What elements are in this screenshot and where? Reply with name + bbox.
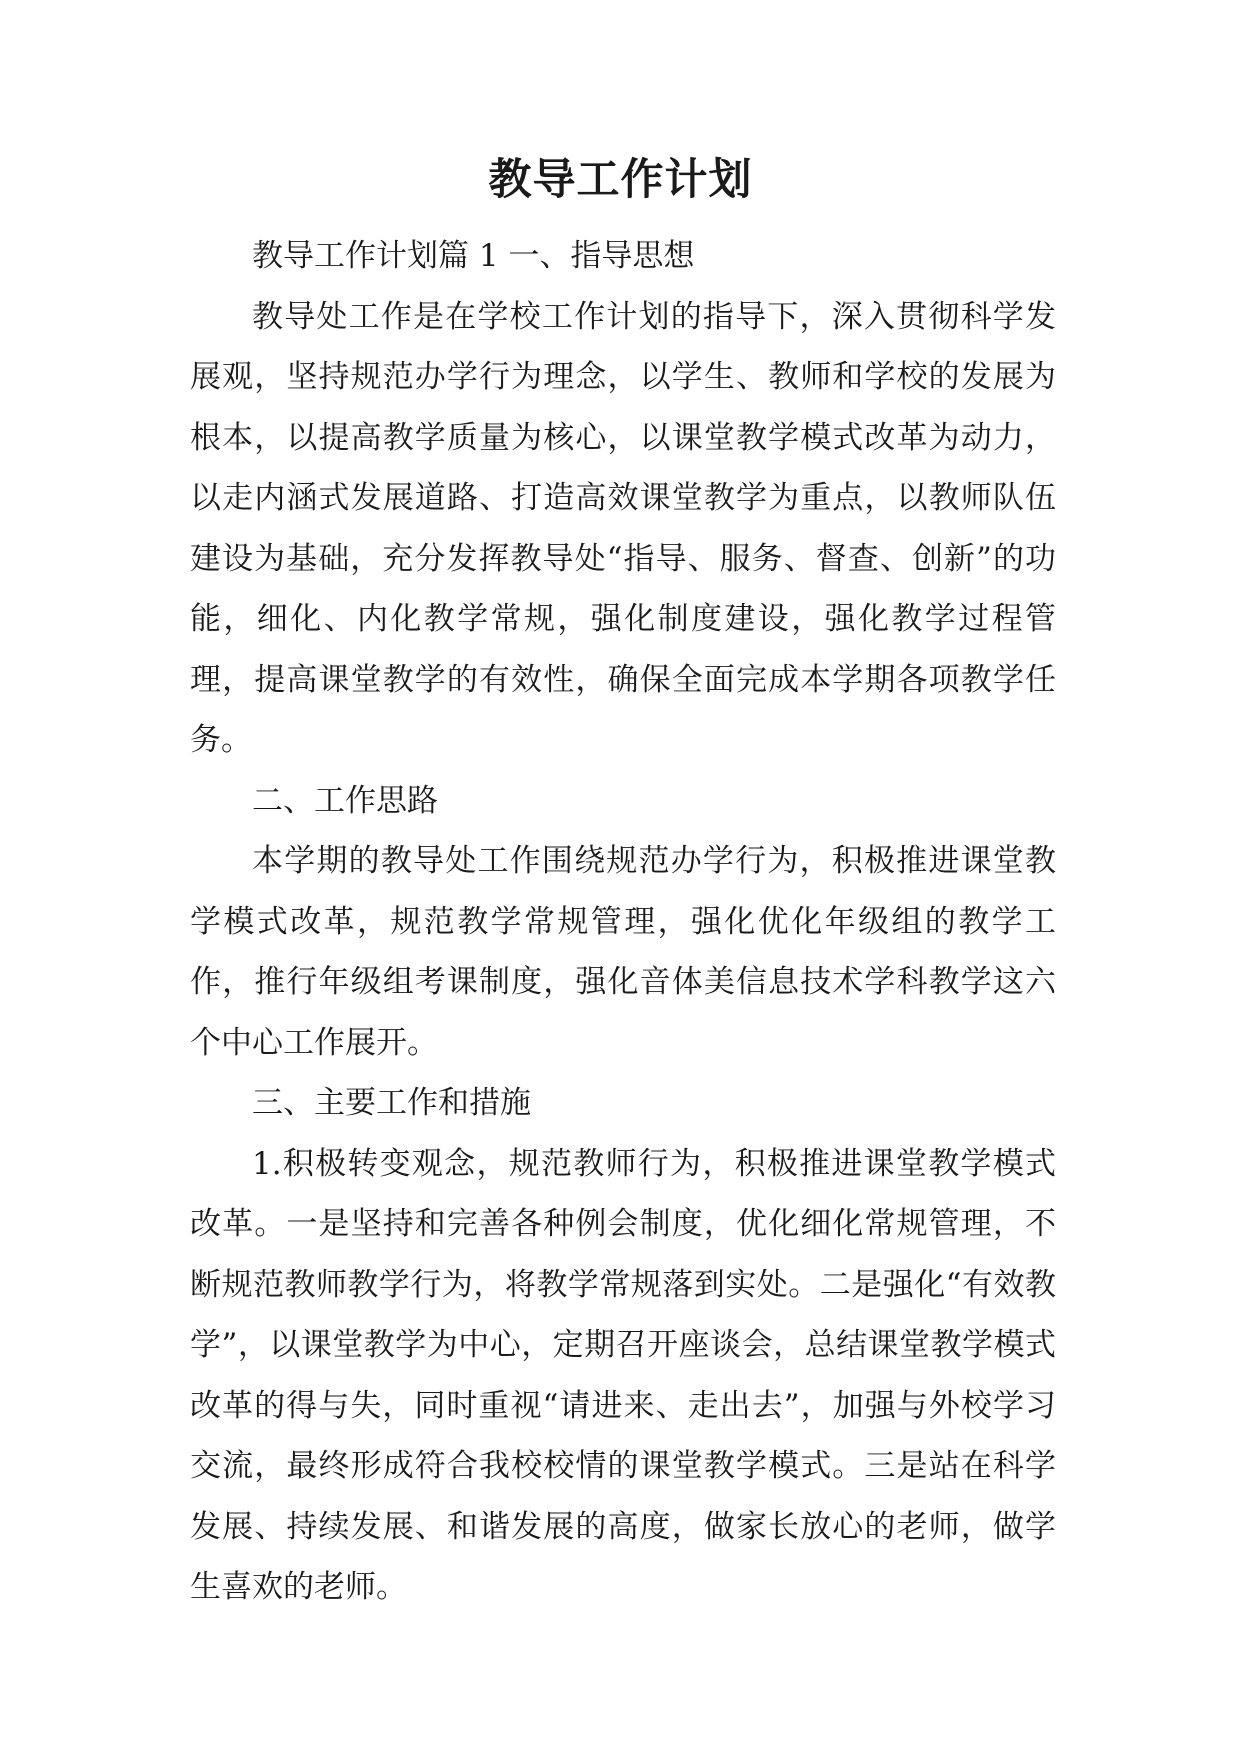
document-title: 教导工作计划 — [488, 155, 753, 205]
paragraph-measures-1: 1.积极转变观念，规范教师行为，积极推进课堂教学模式改革。一是坚持和完善各种例会制度，优化细化常规管理，不断规范教师教学行为，将教学常规落到实处。二是强化“有效教学”，以课堂教学为中心，定期召开座谈会，总结课堂教学模式改革的得与失，同时重视“请进来、走出去”，加强与外校学习交流，最终形成符合我校校情的课堂教学模式。三是站在科学发展、持续发展、和谐发展的高度，做家长放心的老师，做学生喜欢的老师。 — [190, 1145, 1056, 1605]
paragraph-guiding-ideology: 教导处工作是在学校工作计划的指导下，深入贯彻科学发展观，坚持规范办学行为理念，以学生、教师和学校的发展为根本，以提高教学质量为核心，以课堂教学模式改革为动力，以走内涵式发展道路、打造高效课堂教学为重点，以教师队伍建设为基础，充分发挥教导处“指导、服务、督查、创新”的功能，细化、内化教学常规，强化制度建设，强化教学过程管理，提高课堂教学的有效性，确保全面完成本学期各项教学任务。 — [190, 298, 1056, 758]
paragraph-heading-1: 教导工作计划篇 1 一、指导思想 — [252, 238, 695, 274]
document-body — [190, 226, 1056, 1618]
paragraph-heading-2: 二、工作思路 — [252, 782, 438, 819]
paragraph-work-approach: 本学期的教导处工作围绕规范办学行为，积极推进课堂教学模式改革，规范教学常规管理，强化优化年级组的教学工作，推行年级组考课制度，强化音体美信息技术学科教学这六个中心工作展开。 — [190, 843, 1056, 1061]
paragraph-heading-3: 三、主要工作和措施 — [252, 1085, 531, 1121]
